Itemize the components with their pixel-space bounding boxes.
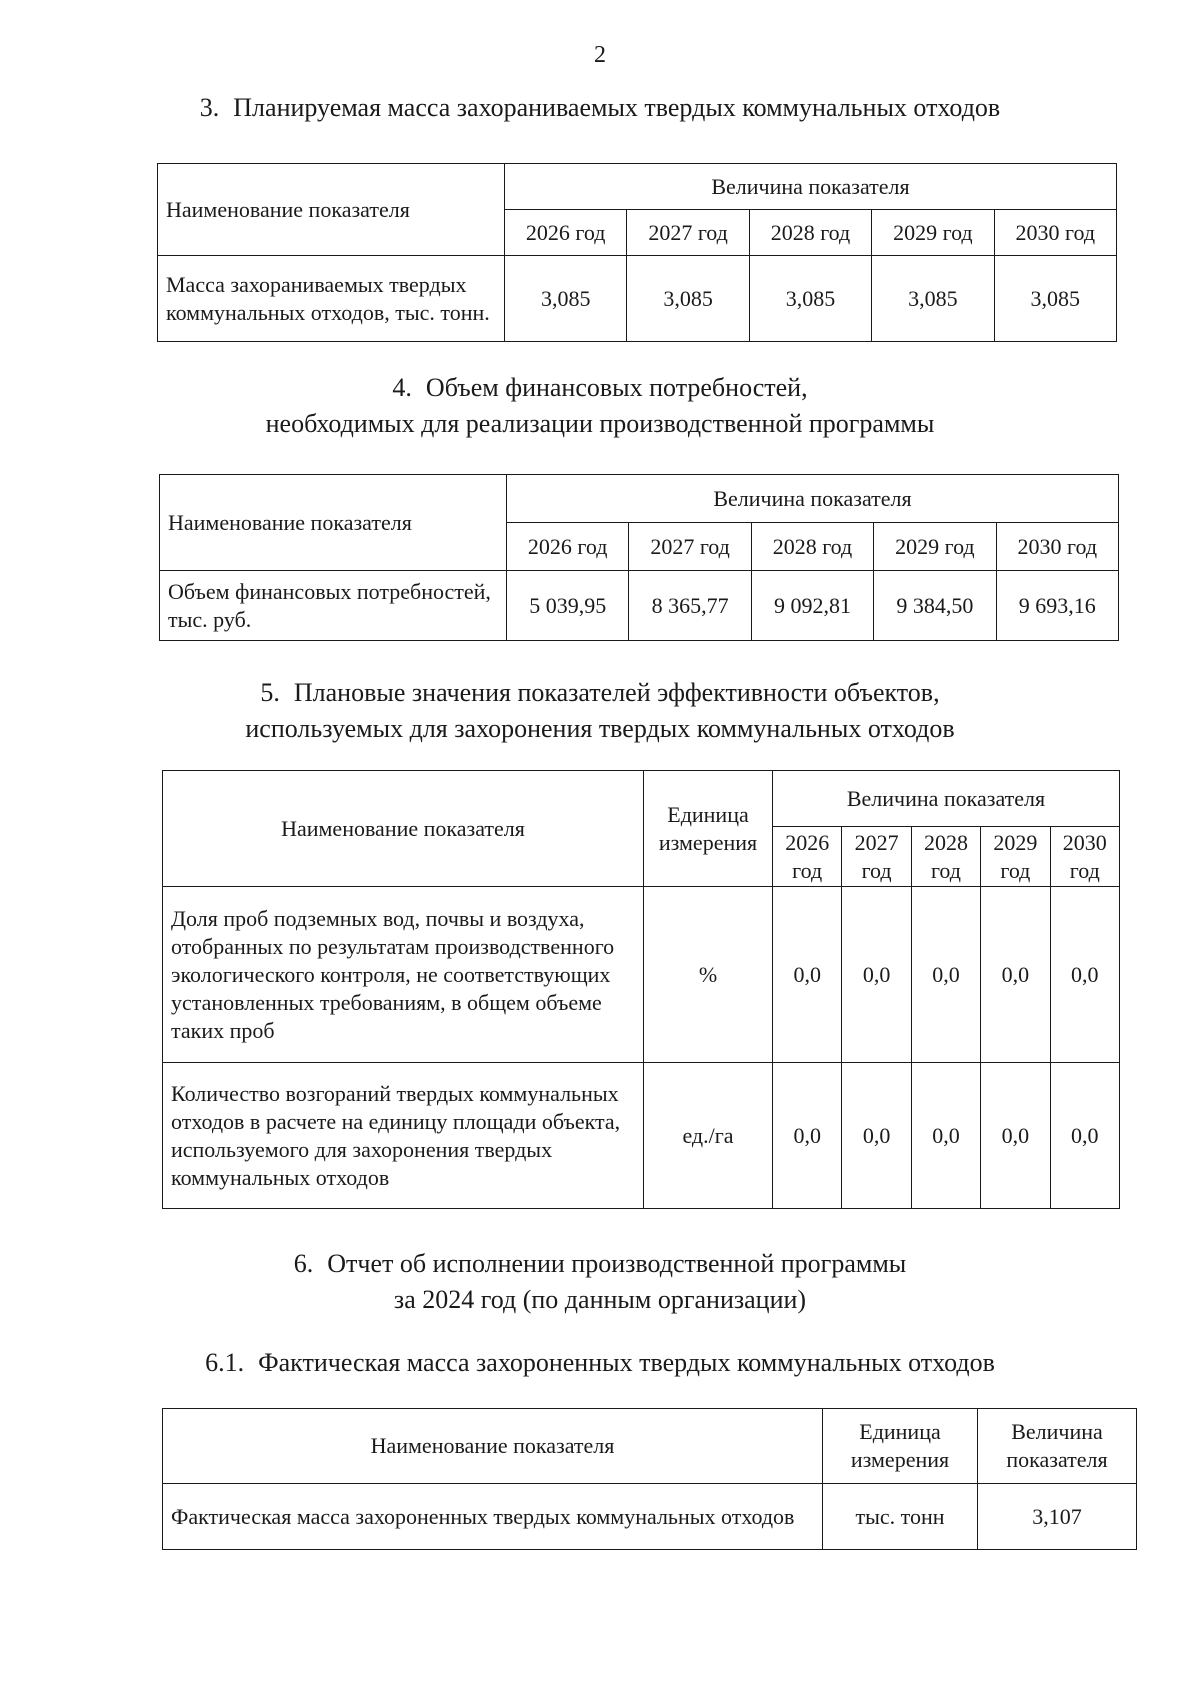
value-cell: 3,085 [749,256,871,342]
year-header: 2027 год [627,210,749,256]
financial-needs-table [159,474,1119,641]
row-label: Количество возгораний твердых коммунальных отходов в расчете на единицу площади объекта, используемого для захоронения твердых коммунальных отходов [163,1063,644,1209]
name-header: Наименование показателя [158,164,505,256]
section-4-title-line2: необходимых для реализации производственной программы [265,409,935,438]
section-3-title: Планируемая масса захораниваемых твердых коммунальных отходов [233,93,1001,122]
actual-mass-table [162,1408,1137,1550]
value-cell: 5 039,95 [507,571,629,641]
name-header: Наименование показателя [160,475,507,571]
section-6-heading [0,1246,1200,1318]
name-header: Наименование показателя [163,771,644,887]
year-header: 2029 год [872,210,994,256]
value-cell: 9 693,16 [996,571,1118,641]
value-cell: 3,085 [505,256,627,342]
value-cell: 0,0 [1050,1063,1119,1209]
year-header: 2026 год [507,523,629,571]
value-cell: 0,0 [773,1063,842,1209]
row-label: Масса захораниваемых твердых коммунальных отходов, тыс. тонн. [158,256,505,342]
value-cell: 8 365,77 [629,571,751,641]
section-6-1-number: 6.1. [205,1348,245,1377]
year-header: 2028 год [911,827,980,887]
value-cell: 0,0 [981,1063,1050,1209]
row-label: Доля проб подземных вод, почвы и воздуха, отобранных по результатам производственного экологического контроля, не соответствующих установленных требованиям, в общем объеме таких проб [163,887,644,1063]
section-5-title-line2: используемых для захоронения твердых коммунальных отходов [245,714,955,743]
row-label: Объем финансовых потребностей, тыс. руб. [160,571,507,641]
year-header: 2030 год [1050,827,1119,887]
year-header: 2027 год [842,827,911,887]
section-6-title-line1: Отчет об исполнении производственной программы [327,1249,907,1278]
unit-header: Единица измерения [644,771,773,887]
unit-header: Единица измерения [823,1409,978,1484]
year-header: 2028 год [751,523,873,571]
efficiency-indicators-table [162,770,1120,1209]
year-header: 2028 год [749,210,871,256]
section-4-title-line1: Объем финансовых потребностей, [425,373,808,402]
value-cell: 9 092,81 [751,571,873,641]
value-header: Величина показателя [773,771,1120,827]
section-5-heading [0,675,1200,747]
value-cell: 0,0 [1050,887,1119,1063]
value-cell: 3,085 [872,256,994,342]
year-header: 2027 год [629,523,751,571]
section-6-1-heading [0,1345,1200,1381]
year-header: 2030 год [994,210,1116,256]
value-cell: 3,085 [994,256,1116,342]
section-4-heading [0,370,1200,442]
section-6-number: 6. [293,1249,314,1278]
section-3-number: 3. [199,93,220,122]
value-header: Величина показателя [978,1409,1137,1484]
value-cell: 0,0 [842,887,911,1063]
section-5-title-line1: Плановые значения показателей эффективности объектов, [293,678,940,707]
value-cell: 0,0 [911,887,980,1063]
section-6-1-title: Фактическая масса захороненных твердых коммунальных отходов [258,1348,995,1377]
value-header: Величина показателя [505,164,1117,210]
year-header: 2029 год [981,827,1050,887]
value-cell: 0,0 [981,887,1050,1063]
value-header: Величина показателя [507,475,1119,523]
unit-cell: тыс. тонн [823,1484,978,1550]
section-3-heading [0,90,1200,126]
row-label: Фактическая масса захороненных твердых коммунальных отходов [163,1484,823,1550]
value-cell: 3,107 [978,1484,1137,1550]
value-cell: 0,0 [911,1063,980,1209]
section-5-number: 5. [260,678,280,707]
name-header: Наименование показателя [163,1409,823,1484]
page-number: 2 [594,42,606,68]
unit-cell: % [644,887,773,1063]
value-cell: 9 384,50 [874,571,996,641]
section-4-number: 4. [392,373,412,402]
value-cell: 0,0 [773,887,842,1063]
unit-cell: ед./га [644,1063,773,1209]
year-header: 2026 год [773,827,842,887]
year-header: 2029 год [874,523,996,571]
year-header: 2026 год [505,210,627,256]
value-cell: 3,085 [627,256,749,342]
planned-mass-table [157,163,1117,342]
value-cell: 0,0 [842,1063,911,1209]
year-header: 2030 год [996,523,1118,571]
section-6-title-line2: за 2024 год (по данным организации) [393,1285,807,1314]
